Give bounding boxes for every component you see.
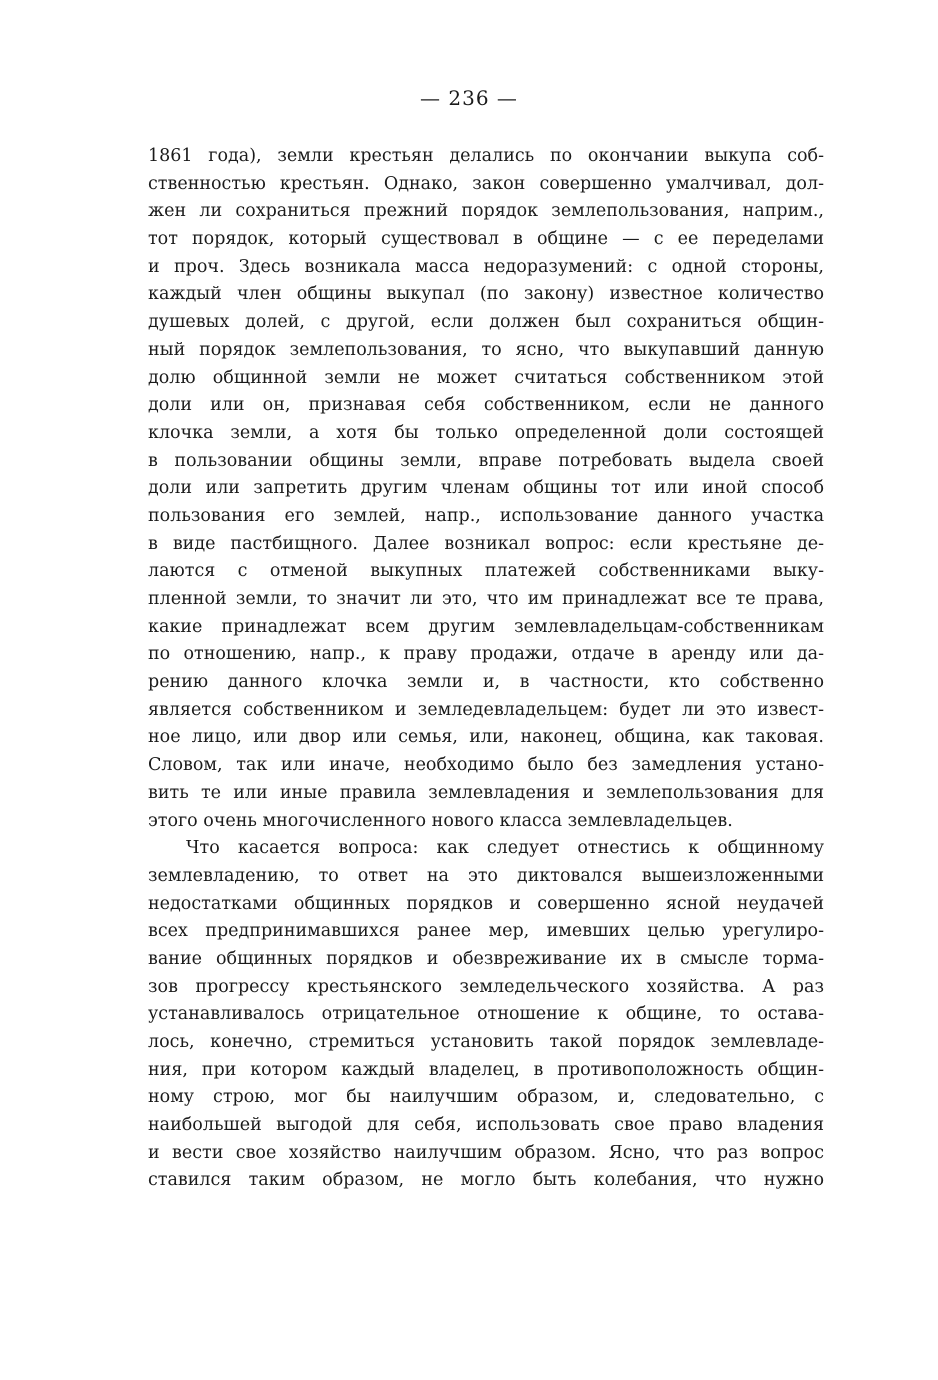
text-line: является собственником и земледевладельцем: будет ли это извест-: [148, 699, 824, 720]
text-line: ному строю, мог бы наилучшим образом, и, следовательно, с: [148, 1087, 824, 1108]
text-line: этого очень многочисленного нового класса землевладельцев.: [148, 810, 733, 831]
text-line: устанавливалось отрицательное отношение к общине, то остава-: [148, 1004, 824, 1025]
text-line: в виде пастбищного. Далее возникал вопрос: если крестьяне де-: [148, 533, 824, 554]
text-line: пленной земли, то значит ли это, что им принадлежат все те права,: [148, 589, 824, 609]
text-line: ставился таким образом, не могло быть колебания, что нужно: [148, 1170, 824, 1191]
text-line: наибольшей выгодой для себя, использовать свое право владения: [148, 1115, 824, 1136]
text-line: Словом, так или иначе, необходимо было без замедления устано-: [148, 755, 824, 776]
text-line: Что касается вопроса: как следует отнестись к общинному: [186, 838, 824, 859]
text-line: по отношению, напр., к праву продажи, отдаче в аренду или да-: [148, 644, 824, 665]
text-line: лось, конечно, стремиться установить такой порядок землевладе-: [148, 1032, 824, 1052]
text-line: и проч. Здесь возникала масса недоразумений: с одной стороны,: [148, 256, 824, 277]
text-line: доли или он, признавая себя собственником, если не данного: [148, 395, 824, 416]
text-line: ственностью крестьян. Однако, закон совершенно умалчивал, дол-: [148, 173, 824, 194]
text-line: долю общинной земли не может считаться собственником этой: [148, 367, 824, 388]
text-line: 1861 года), земли крестьян делались по окончании выкупа соб-: [148, 146, 824, 166]
text-line: землевладению, то ответ на это диктовался вышеизложенными: [148, 865, 824, 886]
text-line: вить те или иные правила землевладения и землепользования для: [148, 782, 824, 803]
text-line: вание общинных порядков и обезвреживание их в смысле торма-: [148, 948, 824, 969]
page-number: — 236 —: [420, 86, 518, 110]
body-text: [148, 143, 824, 1195]
text-line: ное лицо, или двор или семья, или, наконец, община, как таковая.: [148, 727, 824, 748]
text-line: ный порядок землепользования, то ясно, что выкупавший данную: [148, 339, 824, 360]
text-line: ния, при котором каждый владелец, в противоположность общин-: [148, 1059, 824, 1080]
text-line: пользования его землей, напр., использование данного участка: [148, 505, 824, 526]
text-line: жен ли сохраниться прежний порядок землепользования, наприм.,: [148, 201, 824, 222]
text-line: рению данного клочка земли и, в частности, кто собственно: [148, 672, 824, 693]
text-line: каждый член общины выкупал (по закону) известное количество: [148, 284, 824, 305]
text-line: и вести свое хозяйство наилучшим образом. Ясно, что раз вопрос: [148, 1142, 824, 1163]
text-line: какие принадлежат всем другим землевладельцам-собственникам: [148, 616, 824, 637]
text-line: тот порядок, который существовал в общине — с ее переделами: [148, 229, 824, 250]
text-line: клочка земли, а хотя бы только определенной доли состоящей: [148, 422, 824, 443]
text-line: в пользовании общины земли, вправе потребовать выдела своей: [148, 450, 824, 471]
text-line: всех предпринимавшихся ранее мер, имевших целью урегулиро-: [148, 921, 824, 942]
text-line: лаются с отменой выкупных платежей собственниками выку-: [148, 561, 824, 582]
text-line: душевых долей, с другой, если должен был сохраниться общин-: [148, 312, 824, 333]
paragraph-2: [148, 835, 824, 1195]
text-line: доли или запретить другим членам общины тот или иной способ: [148, 478, 824, 499]
text-line: зов прогрессу крестьянского земледельческого хозяйства. А раз: [148, 976, 824, 997]
paragraph-1: [148, 143, 824, 835]
text-line: недостатками общинных порядков и совершенно ясной неудачей: [148, 893, 824, 914]
